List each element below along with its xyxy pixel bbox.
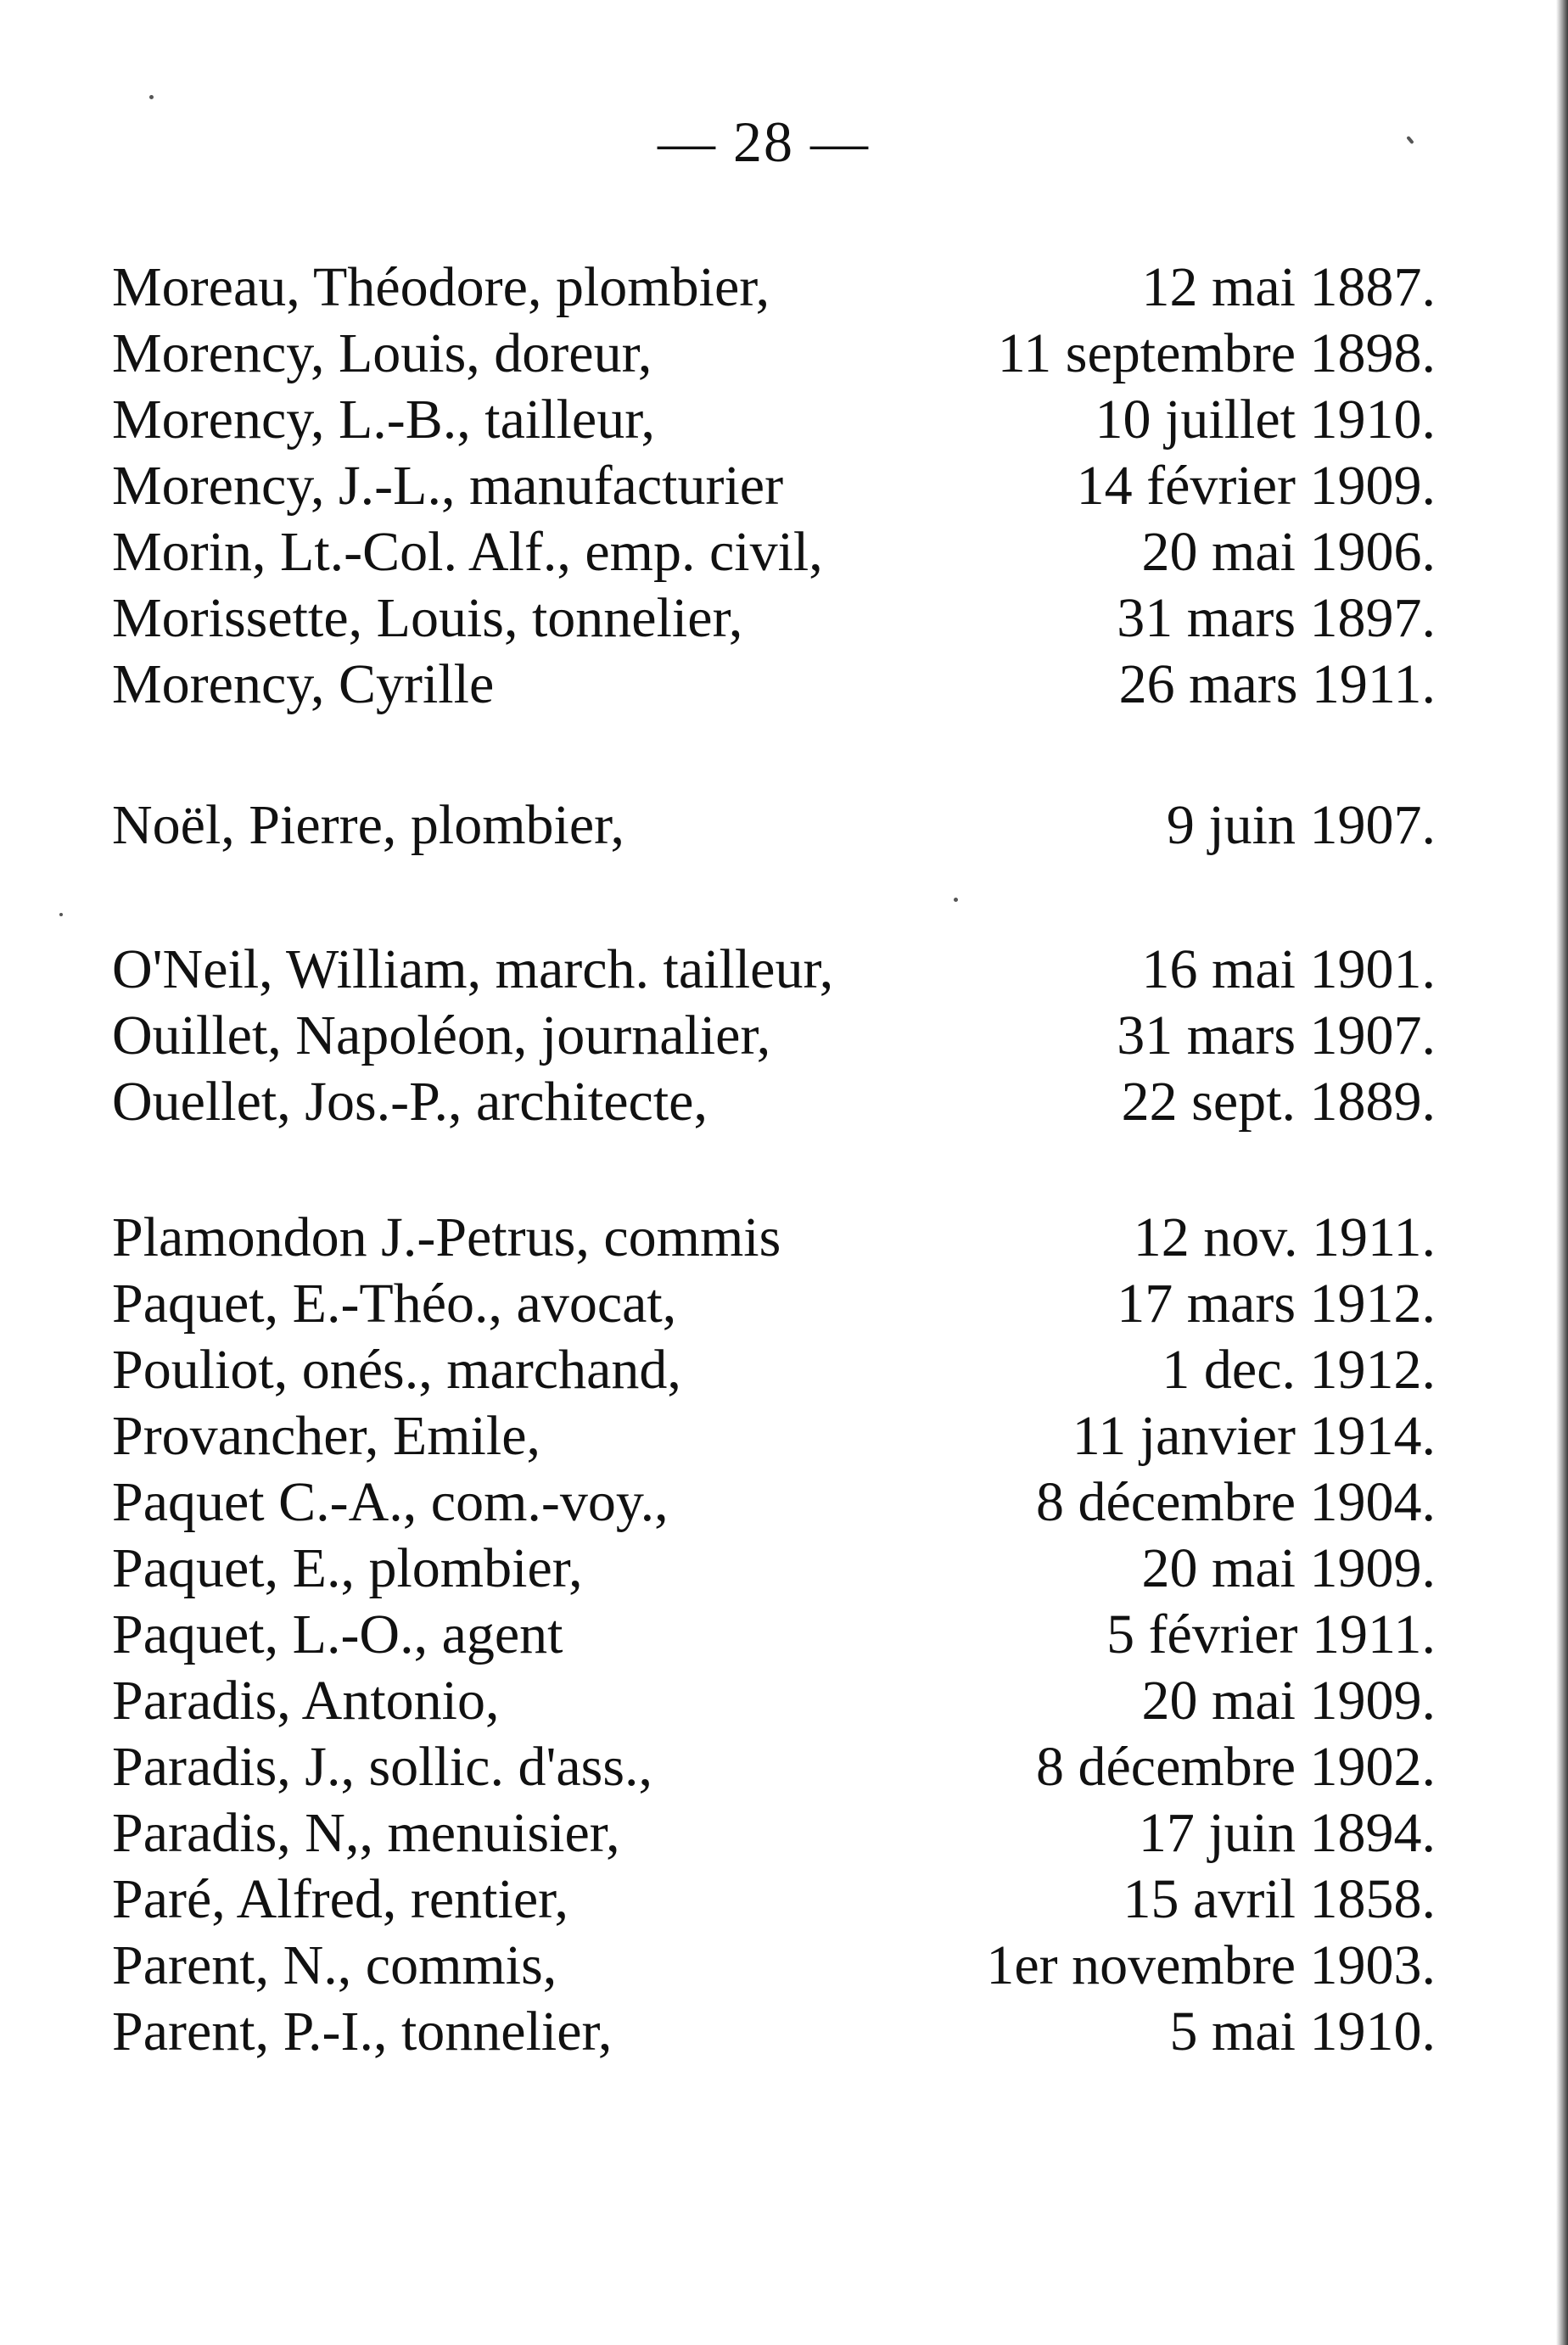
entry-name: Parent, P.-I., tonnelier, [112,2001,613,2062]
entry-date: 8 décembre 1904. [1036,1471,1436,1533]
entry-name: Morency, J.-L., manufacturier [112,455,784,517]
list-item [112,1866,1436,1933]
entry-date: 5 mai 1910. [1169,2001,1436,2062]
entry-date: 10 juillet 1910. [1095,389,1436,451]
list-item [112,1205,1436,1271]
list-item [112,585,1436,652]
entry-name: Paré, Alfred, rentier, [112,1868,568,1930]
entry-name: Paquet, L.-O., agent [112,1603,563,1665]
entry-date: 16 mai 1901. [1141,938,1436,1000]
entry-name: Paradis, N,, menuisier, [112,1802,620,1864]
list-item [112,1933,1436,1999]
entry-name: Pouliot, onés., marchand, [112,1339,681,1401]
entry-date: 17 mars 1912. [1117,1273,1436,1335]
entry-date: 31 mars 1897. [1117,587,1436,649]
list-item [112,1999,1436,2065]
entry-date: 8 décembre 1902. [1036,1736,1436,1798]
entry-group-n [112,792,1436,859]
entry-name: Ouillet, Napoléon, journalier, [112,1005,771,1066]
entry-name: Paquet, E.-Théo., avocat, [112,1273,677,1335]
entry-name: Noël, Pierre, plombier, [112,794,625,856]
list-item [112,453,1436,519]
list-item [112,792,1436,859]
scan-speck [149,95,154,99]
entry-name: Parent, N., commis, [112,1934,557,1996]
list-item [112,519,1436,585]
binding-edge [1556,0,1568,2345]
entry-date: 14 février 1909. [1076,455,1436,517]
entry-date: 1er novembre 1903. [986,1934,1436,1996]
entry-name: Morin, Lt.-Col. Alf., emp. civil, [112,521,823,583]
entry-date: 31 mars 1907. [1117,1005,1436,1066]
entry-name: Paradis, Antonio, [112,1670,500,1732]
entry-date: 12 nov. 1911. [1133,1206,1436,1268]
list-item [112,255,1436,321]
entry-name: Morissette, Louis, tonnelier, [112,587,743,649]
entry-name: Morency, L.-B., tailleur, [112,389,656,451]
entry-group-p [112,1205,1436,2065]
entry-date: 11 septembre 1898. [997,322,1436,384]
entry-date: 12 mai 1887. [1141,256,1436,318]
entry-date: 20 mai 1909. [1141,1670,1436,1732]
list-item [112,1734,1436,1800]
list-item [112,1536,1436,1602]
scan-speck [59,913,63,916]
list-item [112,321,1436,387]
entry-name: Paquet C.-A., com.-voy., [112,1471,669,1533]
entry-name: Paradis, J., sollic. d'ass., [112,1736,653,1798]
list-item [112,387,1436,453]
entry-date: 15 avril 1858. [1123,1868,1436,1930]
entry-group-m [112,255,1436,718]
entry-name: Plamondon J.-Petrus, commis [112,1206,781,1268]
entry-name: Provancher, Emile, [112,1405,541,1467]
entry-date: 17 juin 1894. [1138,1802,1436,1864]
list-item [112,652,1436,718]
entry-date: 22 sept. 1889. [1121,1071,1436,1133]
entry-date: 11 janvier 1914. [1072,1405,1436,1467]
entry-name: Morency, Cyrille [112,653,495,715]
entry-name: Morency, Louis, doreur, [112,322,652,384]
list-item [112,1668,1436,1734]
list-item [112,1337,1436,1403]
list-item [112,1271,1436,1337]
entry-name: Moreau, Théodore, plombier, [112,256,770,318]
list-item [112,937,1436,1003]
list-item [112,1800,1436,1866]
list-item [112,1403,1436,1469]
entry-date: 5 février 1911. [1106,1603,1436,1665]
entry-date: 20 mai 1909. [1141,1537,1436,1599]
list-item [112,1069,1436,1135]
entry-date: 1 dec. 1912. [1162,1339,1436,1401]
entry-date: 26 mars 1911. [1118,653,1436,715]
entry-group-o [112,937,1436,1135]
entry-name: O'Neil, William, march. tailleur, [112,938,834,1000]
page-number: — 28 — [658,109,870,174]
list-item [112,1602,1436,1668]
scan-speck [954,898,958,902]
entry-date: 20 mai 1906. [1141,521,1436,583]
entry-name: Ouellet, Jos.-P., architecte, [112,1071,708,1133]
list-item [112,1469,1436,1536]
list-item [112,1003,1436,1069]
entry-name: Paquet, E., plombier, [112,1537,583,1599]
entry-date: 9 juin 1907. [1166,794,1436,856]
